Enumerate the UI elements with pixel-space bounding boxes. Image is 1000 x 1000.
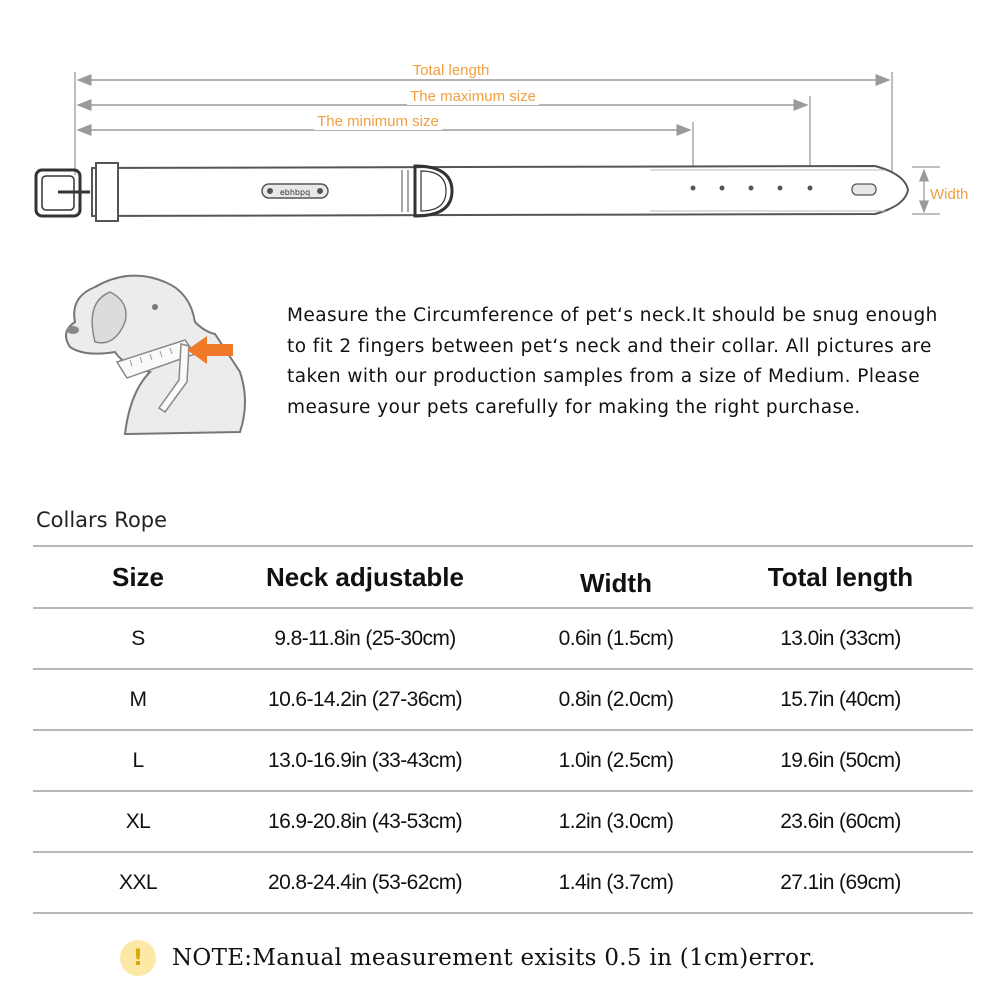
header-size: Size — [111, 561, 165, 592]
size-cell: XXL — [119, 870, 157, 894]
neck-cell: 10.6-14.2in (27-36cm) — [267, 687, 462, 711]
size-cell: L — [132, 748, 144, 772]
width-cell: 0.8in (2.0cm) — [558, 687, 674, 711]
length-cell: 23.6in (60cm) — [780, 809, 901, 833]
size-cell: M — [129, 687, 147, 711]
header-width: Width — [580, 567, 652, 598]
neck-cell: 13.0-16.9in (33-43cm) — [267, 748, 462, 772]
maximum-size-label: The maximum size — [407, 89, 539, 105]
width-cell: 1.2in (3.0cm) — [558, 809, 674, 833]
note-text: NOTE:Manual measurement exisits 0.5 in (1cm)error. — [172, 945, 816, 971]
warning-icon: ! — [120, 940, 156, 976]
length-cell: 15.7in (40cm) — [780, 687, 901, 711]
name-plate — [262, 184, 328, 198]
size-table — [33, 545, 973, 914]
measurement-instructions: Measure the Circumference of pet‘s neck.It should be snug enough to fit 2 fingers between pet‘s neck and their collar. All pictures are taken with our production samples from a size of Medium. Please measure your pets carefully for making the right purchase. — [287, 305, 938, 418]
table-title: Collars Rope — [36, 508, 168, 532]
buckle — [36, 170, 90, 216]
neck-cell: 9.8-11.8in (25-30cm) — [274, 626, 456, 650]
neck-cell: 16.9-20.8in (43-53cm) — [267, 809, 462, 833]
width-cell: 1.4in (3.7cm) — [558, 870, 674, 894]
width-label: Width — [930, 186, 969, 203]
svg-text:ebhbpq: ebhbpq — [279, 188, 311, 197]
header-neck-adjustable: Neck adjustable — [266, 561, 464, 592]
length-cell: 13.0in (33cm) — [780, 626, 901, 650]
width-cell: 1.0in (2.5cm) — [558, 748, 674, 772]
length-cell: 27.1in (69cm) — [780, 870, 901, 894]
tip-plate — [852, 184, 876, 195]
total-length-label: Total length — [410, 63, 493, 79]
minimum-size-label: The minimum size — [314, 114, 442, 130]
width-cell: 0.6in (1.5cm) — [558, 626, 674, 650]
length-cell: 19.6in (50cm) — [780, 748, 901, 772]
size-cell: XL — [125, 809, 151, 833]
size-cell: S — [131, 626, 145, 650]
dog-neck-measure-illustration — [55, 262, 255, 437]
table-row — [33, 729, 973, 790]
table-row — [33, 851, 973, 914]
table-row — [33, 790, 973, 851]
collar-illustration — [0, 0, 1000, 240]
collar-strap — [92, 163, 908, 221]
measurement-note — [120, 940, 816, 976]
table-row — [33, 668, 973, 729]
header-total-length: Total length — [767, 561, 914, 592]
table-header-row — [33, 545, 973, 607]
neck-cell: 20.8-24.4in (53-62cm) — [267, 870, 462, 894]
collar-diagram — [0, 0, 1000, 240]
table-row — [33, 607, 973, 668]
